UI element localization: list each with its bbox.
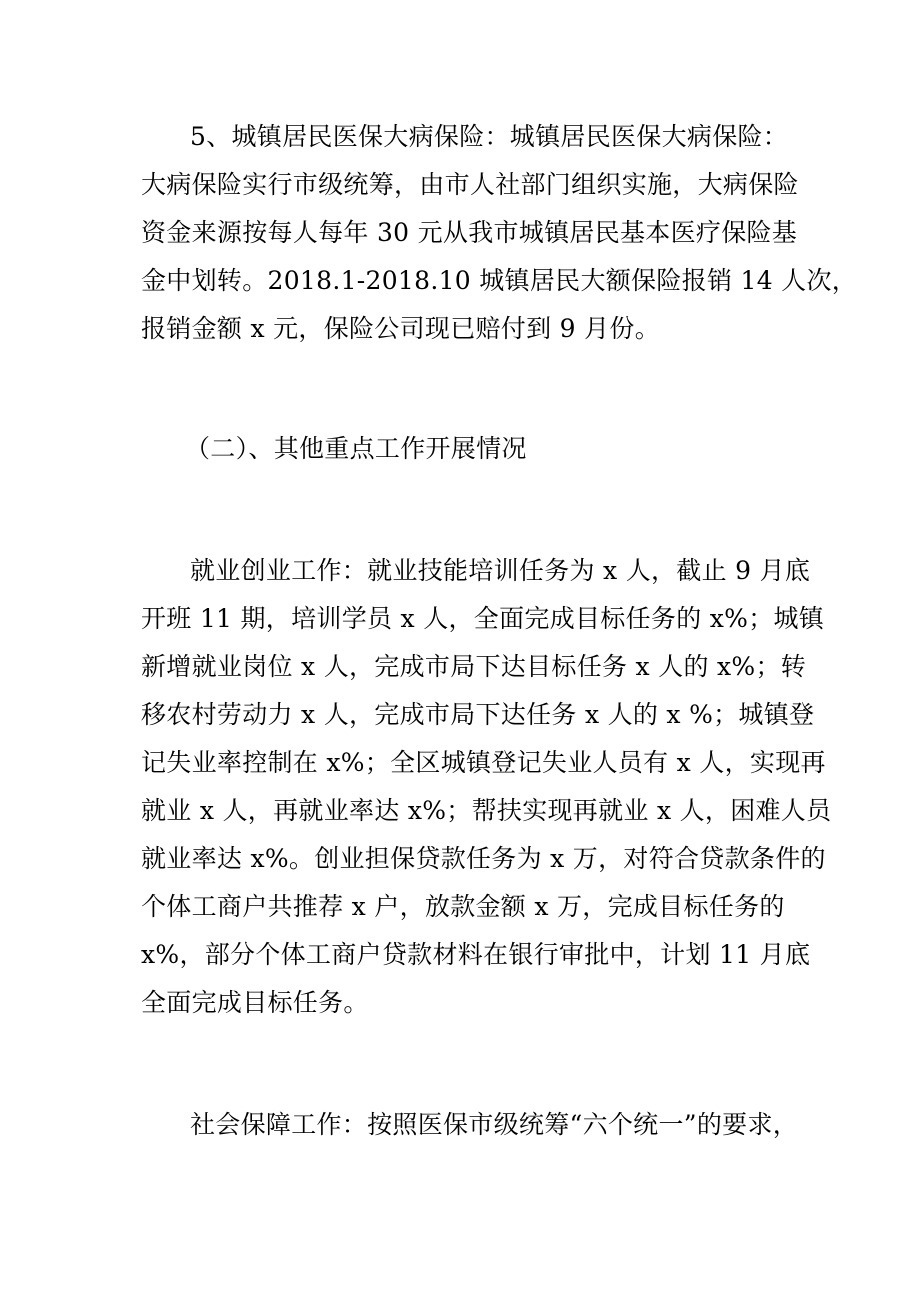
paragraph-line: 就业 x 人，再就业率达 x%；帮扶实现再就业 x 人，困难人员	[141, 796, 832, 825]
paragraph-line: 大病保险实行市级统筹，由市人社部门组织实施，大病保险	[141, 170, 799, 199]
paragraph-line: 金中划转。2018.1-2018.10 城镇居民大额保险报销 14 人次，	[141, 266, 858, 295]
section-heading: （二）、其他重点工作开展情况	[185, 434, 527, 463]
paragraph-line: 移农村劳动力 x 人，完成市局下达任务 x 人的 x %；城镇登	[141, 700, 815, 729]
paragraph-line: 开班 11 期，培训学员 x 人，全面完成目标任务的 x%；城镇	[141, 604, 825, 633]
paragraph-line: 就业率达 x%。创业担保贷款任务为 x 万，对符合贷款条件的	[141, 844, 826, 873]
paragraph-line: 5、城镇居民医保大病保险：城镇居民医保大病保险：	[190, 122, 789, 151]
paragraph-line: 个体工商户共推荐 x 户，放款金额 x 万，完成目标任务的	[141, 892, 785, 921]
paragraph-line: 资金来源按每人每年 30 元从我市城镇居民基本医疗保险基	[141, 218, 798, 247]
paragraph-line: x%，部分个体工商户贷款材料在银行审批中，计划 11 月底	[141, 940, 811, 969]
paragraph-line: 记失业率控制在 x%；全区城镇登记失业人员有 x 人，实现再	[141, 748, 826, 777]
paragraph-line: 就业创业工作：就业技能培训任务为 x 人，截止 9 月底	[190, 556, 811, 585]
paragraph-line: 全面完成目标任务。	[141, 988, 369, 1017]
paragraph-line: 报销金额 x 元，保险公司现已赔付到 9 月份。	[141, 314, 660, 343]
paragraph-line: 新增就业岗位 x 人，完成市局下达目标任务 x 人的 x%；转	[141, 652, 807, 681]
paragraph-line: 社会保障工作：按照医保市级统筹“六个统一”的要求，	[190, 1110, 799, 1139]
